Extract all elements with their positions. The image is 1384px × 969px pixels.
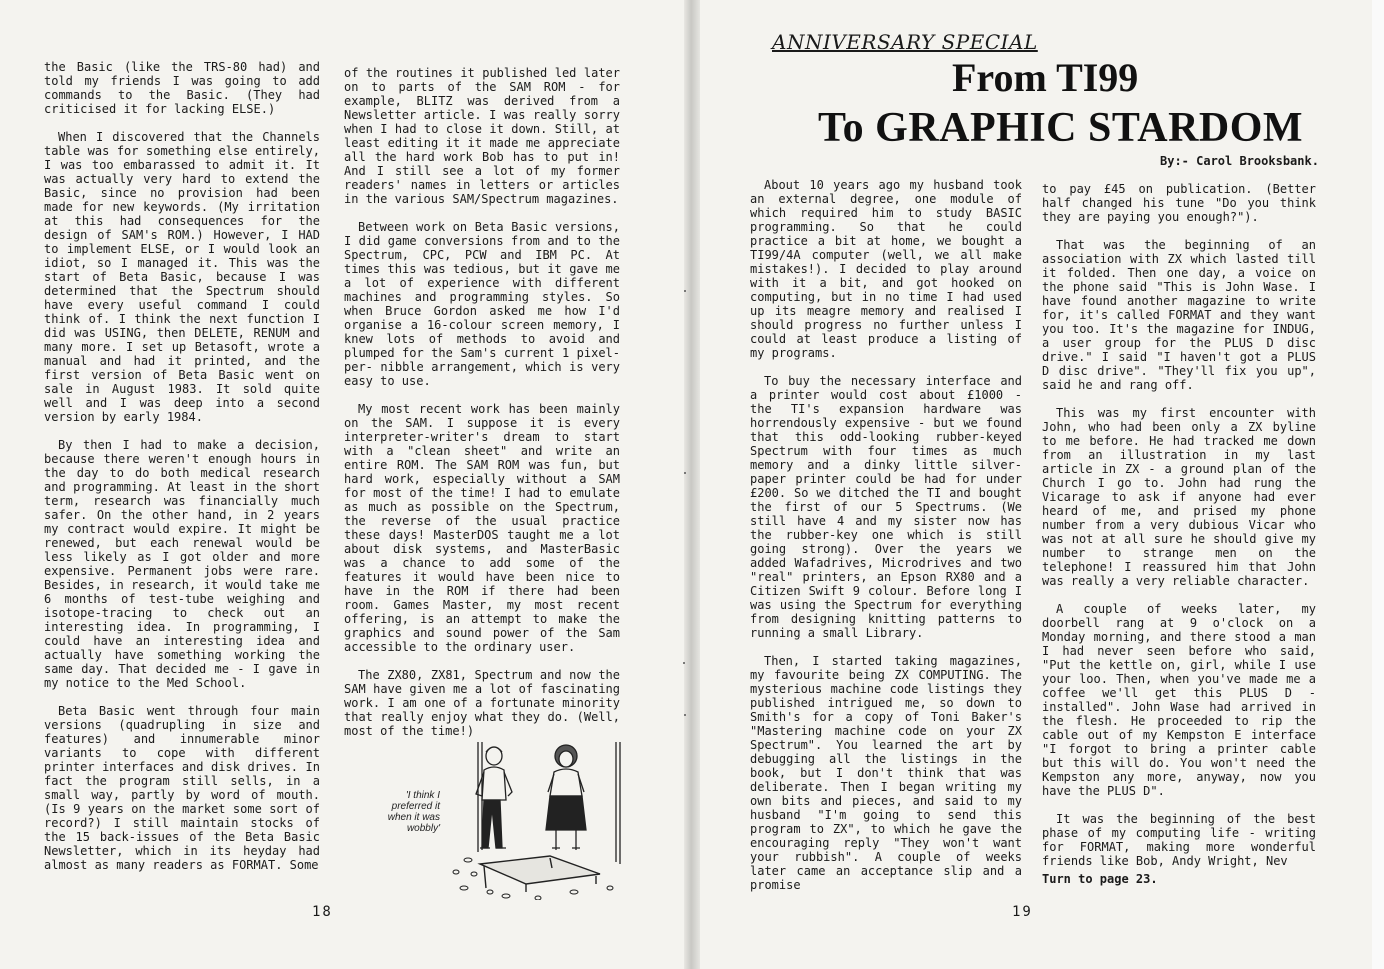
page-number: 19 — [1012, 904, 1033, 920]
left-page — [0, 0, 684, 969]
section-kicker: ANNIVERSARY SPECIAL — [772, 30, 1038, 54]
right-page-column-2 — [1042, 182, 1316, 868]
headline-line-1: From TI99 — [952, 55, 1139, 100]
byline: By:- Carol Brooksbank. — [1160, 154, 1319, 168]
paragraph: This was my first encounter with John, who had been only a ZX byline to me before. He had tracked me down from an illustration in my last article in ZX - a ground plan of the Church I go to. John had rung the Vicarage to ask if anyone had ever heard of me, and prised my phone number from a very dubious Vicar who was not at all sure he should give my number to strange men on the telephone! I reassured him that John was really a very reliable character. — [1042, 406, 1316, 588]
paragraph: to pay £45 on publication. (Better half changed his tune "Do you think they are paying you enough?"). — [1042, 182, 1316, 224]
print-speck — [684, 714, 686, 716]
paragraph: To buy the necessary interface and a printer would cost about £1000 - the TI's expansion hardware was horrendously expensive - but we found that this odd-looking rubber-keyed Spectrum with four times as much memory and a dinky little silver-paper printer could be had for under £200. So we ditched the TI and bought the first of our 5 Spectrums. (We still have 4 and my sister now has the rubber-key one which is still going strong). Over the years we added Wafadrives, Microdrives and two "real" printers, an Epson RX80 and a Citizen Swift 9 colour. Before long I was using the Spectrum for everything from designing knitting patterns to running a small Library. — [750, 374, 1022, 640]
paragraph: Then, I started taking magazines, my favourite being ZX COMPUTING. The mysterious machine code listings they published intrigued me, so down to Smith's for a copy of Toni Baker's "Mastering machine code on your ZX Spectrum". You learned the art by debugging all the listings in the book, but I don't think that was deliberate. Then I began writing my own bits and pieces, and said to my husband "I'm going to send this program to ZX", to which he gave the encouraging reply "They won't want your rubbish". A couple of weeks later came an acceptance slip and a promise — [750, 654, 1022, 892]
left-page-column-1 — [44, 60, 320, 872]
paragraph: A couple of weeks later, my doorbell rang at 9 o'clock on a Monday morning, and there stood a man I had never seen before who said, "Put the kettle on, girl, while I use your loo. Then, when you've made me a coffee we'll get this PLUS D -installed". John Wase had arrived in the flesh. He proceeded to rip the cable out of my Kempston E interface "I forgot to bring a printer cable but this will do. You won't need the Kempston any more, anyway, now you have the PLUS D". — [1042, 602, 1316, 798]
paragraph: of the routines it published led later on to parts of the SAM ROM - for example, BLITZ was derived from a Newsletter article. I was really sorry when I had to close it down. Still, at least editing it it made me appreciate all the hard work Bob has to put in! And I still see a lot of my former readers' names in letters or articles in the various SAM/Spectrum magazines. — [344, 66, 620, 206]
paragraph: My most recent work has been mainly on the SAM. I suppose it is every interpreter-writer's dream to start with a "clean sheet" and write an entire ROM. The SAM ROM was fun, but hard work, especially without a SAM for most of the time! I had to emulate as much as possible on the Spectrum, the reverse of the usual practice these days! MasterDOS taught me a lot about disk systems, and MasterBasic was a chance to add some of the features it would have been nice to have in the ROM if there had been room. Games Master, my most recent offering, is an attempt to make the graphics and sound power of the Sam accessible to the ordinary user. — [344, 402, 620, 654]
headline-line-2: To GRAPHIC STARDOM — [818, 105, 1304, 151]
paragraph: That was the beginning of an association with ZX which lasted till it folded. Then one day, a voice on the phone said "This is John Wase. I have found another magazine to write for, it's called FORMAT and they want you too. It's the magazine for INDUG, a user group for the PLUS D disc drive." I said "I haven't got a PLUS D disc drive". "They'll fix you up", said he and rang off. — [1042, 238, 1316, 392]
paragraph: It was the beginning of the best phase of my computing life - writing for FORMAT, making more wonderful friends like Bob, Andy Wright, Nev — [1042, 812, 1316, 868]
continuation-note: Turn to page 23. — [1042, 872, 1158, 886]
table-drawing — [480, 856, 600, 892]
paragraph: the Basic (like the TRS-80 had) and told my friends I was going to add commands to the Basic. (They had criticised it for lacking ELSE.) — [44, 60, 320, 116]
print-speck — [684, 472, 686, 474]
paragraph: Between work on Beta Basic versions, I did game conversions from and to the Spectrum, CPC, PCW and IBM PC. At times this was tedious, but it gave me a lot of experience with different machines and programming styles. So when Bruce Gordon asked me how I'd organise a 16-colour screen memory, I knew lots of methods to avoid and plumped for the Sam's current 1 pixel-per- nibble arrangement, which is very easy to use. — [344, 220, 620, 388]
print-speck — [683, 662, 685, 664]
paragraph: When I discovered that the Channels table was for something else entirely, I was too embarassed to admit it. It was actually very hard to extend the Basic, since no provision had been made for new keywords. (My irritation at this had consequences for the design of SAM's ROM.) However, I HAD to implement ELSE, or I would look an idiot, so I managed it. This was the start of Beta Basic, because I was determined that the Spectrum should have every useful command I could think of. I think the next function I did was USING, then DELETE, RENUM and many more. I set up Betasoft, wrote a manual and had it printed, and the first version of Beta Basic went on sale in August 1983. It sold quite well and I was deep into a second version by early 1984. — [44, 130, 320, 424]
left-page-column-2 — [344, 66, 620, 738]
book-gutter — [684, 0, 700, 969]
cartoon-caption: 'I think I preferred it when it was wobbly' — [387, 790, 440, 834]
paragraph: The ZX80, ZX81, Spectrum and now the SAM have given me a lot of fascinating work. I am one of a fortunate minority that really enjoy what they do. (Well, most of the time!) — [344, 668, 620, 738]
right-page-column-1 — [750, 178, 1022, 892]
page-edge — [1372, 0, 1384, 969]
paragraph: Beta Basic went through four main versions (quadrupling in size and features) and innumerable minor variants to cope with different printer interfaces and disk drives. In fact the program still sells, in a small way, partly by word of mouth. (Is 9 years on the market some sort of record?) I still maintain stocks of the 15 back-issues of the Beta Basic Newsletter, which in its heyday had almost as many readers as FORMAT. Some — [44, 704, 320, 872]
page-number: 18 — [312, 904, 333, 920]
paragraph: By then I had to make a decision, because there weren't enough hours in the day to do both medical research and programming. At least in the short term, research was financially much safer. On the other hand, in 2 years my contract would expire. It might be renewed, but each renewal would be less likely as I got older and more expensive. Permanent jobs were rare. Besides, in research, it would take me 6 months of test-tube weighing and isotope-tracing to check out an interesting idea. In programming, I could have an interesting idea and actually have something working the same day. That decided me - I gave in my notice to the Med School. — [44, 438, 320, 690]
woman-figure — [546, 745, 586, 850]
print-speck — [684, 290, 686, 292]
paragraph: About 10 years ago my husband took an external degree, one module of which required him to study BASIC programming. So that he could practice a bit at home, we bought a TI99/4A computer (well, we all make mistakes!). I decided to play around with it a bit, and got hooked on computing, but in no time I had used up its meagre memory and realised I should progress no further unless I could at least produce a listing of my programs. — [750, 178, 1022, 360]
